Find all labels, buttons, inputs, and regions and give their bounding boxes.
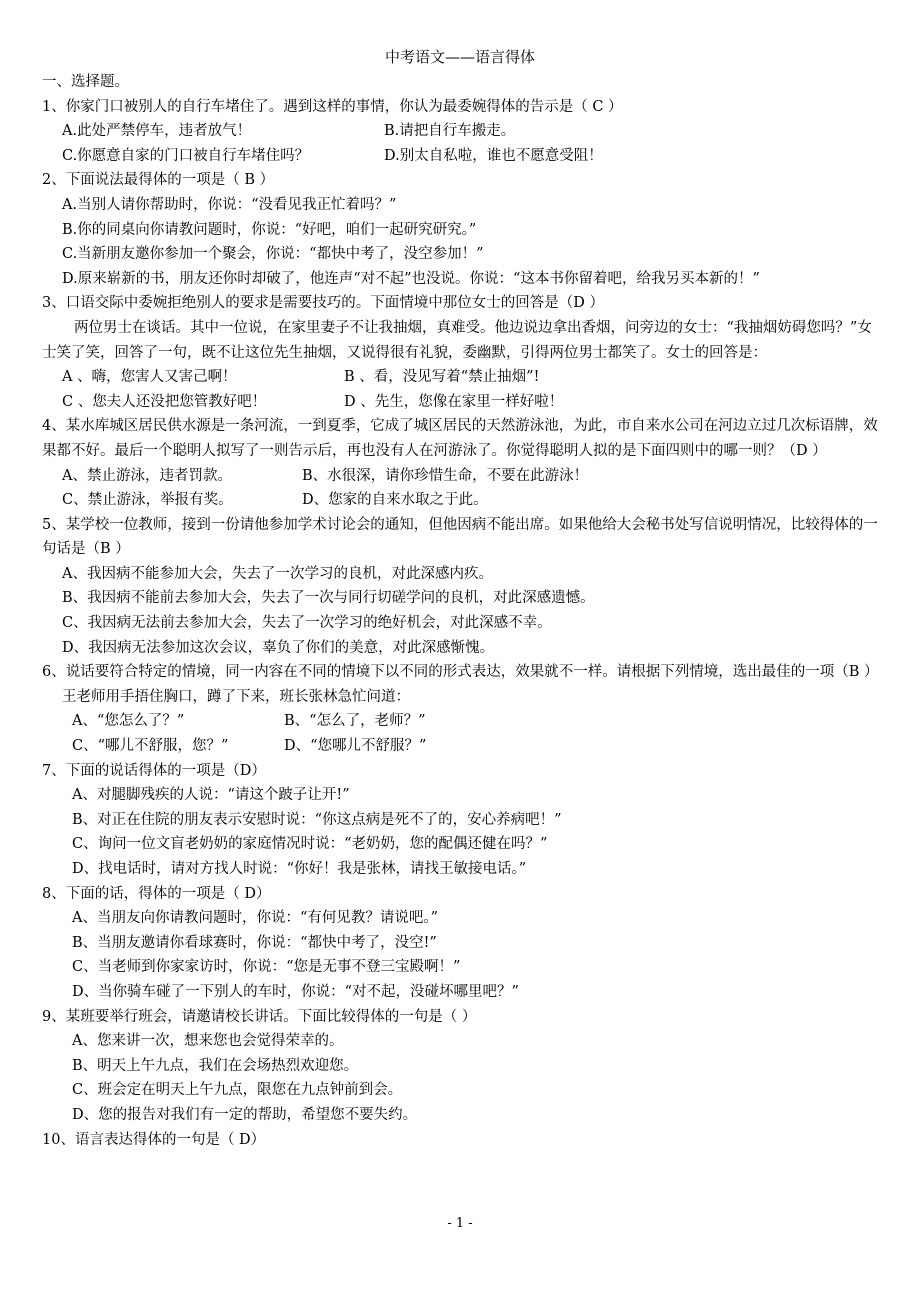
q3-option-a: A 、嗨，您害人又害己啊！ bbox=[62, 369, 237, 386]
q2-option-c: C.当新朋友邀你参加一个聚会，你说：“都快中考了，没空参加！” bbox=[62, 246, 484, 263]
q9-option-c: C、班会定在明天上午九点，限您在九点钟前到会。 bbox=[72, 1082, 403, 1099]
q6-option-a: A、“您怎么了？” bbox=[72, 713, 185, 730]
page-title: 中考语文——语言得体 bbox=[384, 48, 535, 66]
q1-option-b: B.请把自行车搬走。 bbox=[384, 123, 516, 140]
q1-options-cd bbox=[42, 144, 880, 169]
q8-stem: 8、下面的话，得体的一项是（ D） bbox=[42, 885, 271, 902]
q4-option-a: A、禁止游泳，违者罚款。 bbox=[62, 467, 232, 484]
q3-option-d: D 、先生，您像在家里一样好啦！ bbox=[344, 393, 564, 410]
q8-option-c: C、当老师到你家家访时，你说：“您是无事不登三宝殿啊！” bbox=[72, 959, 461, 976]
q7-option-c: C、询问一位文盲老奶奶的家庭情况时说：“老奶奶，您的配偶还健在吗？” bbox=[72, 836, 548, 853]
q3-options-ab bbox=[42, 365, 880, 390]
q5-option-c: C、我因病无法前去参加大会，失去了一次学习的绝好机会，对此深感不幸。 bbox=[62, 615, 552, 632]
q3-stem: 3、口语交际中委婉拒绝别人的要求是需要技巧的。下面情境中那位女士的回答是（D ） bbox=[42, 295, 604, 312]
q9-option-b: B、明天上午九点，我们在会场热烈欢迎您。 bbox=[72, 1057, 359, 1074]
q2-option-d: D.原来崭新的书，朋友还你时却破了，他连声“对不起”也没说。你说：“这本书你留着吧，给我另买本新的！” bbox=[62, 270, 760, 287]
q7-option-b: B、对正在住院的朋友表示安慰时说：“你这点病是死不了的，安心养病吧！” bbox=[72, 811, 562, 828]
section-heading: 一、选择题。 bbox=[42, 74, 129, 90]
q4-options-ab bbox=[42, 464, 880, 489]
q5-option-d: D、我因病无法参加这次会议，辜负了你们的美意，对此深感惭愧。 bbox=[62, 639, 495, 656]
q8-option-d: D、当你骑车碰了一下别人的车时，你说：“对不起，没碰坏哪里吧？” bbox=[72, 983, 519, 1000]
q4-options-cd bbox=[42, 488, 880, 513]
q1-stem: 1、你家门口被别人的自行车堵住了。遇到这样的事情，你认为最委婉得体的告示是（ C ） bbox=[42, 98, 623, 115]
q5-option-a: A、我因病不能参加大会，失去了一次学习的良机，对此深感内疚。 bbox=[62, 565, 493, 582]
q2-option-a: A.当别人请你帮助时，你说：“没看见我正忙着吗？” bbox=[62, 196, 397, 213]
q1-options-ab bbox=[42, 119, 880, 144]
q4-option-d: D、您家的自来水取之于此。 bbox=[302, 492, 488, 509]
q7-option-a: A、对腿脚残疾的人说：“请这个跛子让开!” bbox=[72, 787, 350, 804]
q8-option-a: A、当朋友向你请教问题时，你说：“有何见教？请说吧。” bbox=[72, 910, 439, 927]
q5-stem: 5、某学校一位教师，接到一份请他参加学术讨论会的通知，但他因病不能出席。如果他给大会秘书处写信说明情况，比较得体的一句话是（B ） bbox=[42, 516, 878, 558]
q3-options-cd bbox=[42, 390, 880, 415]
q4-option-c: C、禁止游泳，举报有奖。 bbox=[62, 492, 233, 509]
q9-stem: 9、某班要举行班会，请邀请校长讲话。下面比较得体的一句是（ ） bbox=[42, 1008, 477, 1025]
q3-option-b: B 、看，没见写着“禁止抽烟”! bbox=[344, 369, 540, 386]
q5-option-b: B、我因病不能前去参加大会，失去了一次与同行切磋学问的良机，对此深感遗憾。 bbox=[62, 590, 595, 607]
q1-option-c: C.你愿意自家的门口被自行车堵住吗？ bbox=[62, 147, 310, 164]
q6-option-d: D、“您哪儿不舒服？” bbox=[284, 738, 427, 755]
q6-option-c: C、“哪儿不舒服，您？” bbox=[72, 738, 229, 755]
q6-option-b: B、“怎么了，老师？” bbox=[284, 713, 426, 730]
q2-option-b: B.你的同桌向你请教问题时，你说：“好吧，咱们一起研究研究。” bbox=[62, 221, 477, 238]
q10-stem: 10、语言表达得体的一句是（ D） bbox=[42, 1131, 266, 1148]
q4-stem: 4、某水库城区居民供水源是一条河流，一到夏季，它成了城区居民的天然游泳池，为此，市自来水公司在河边立过几次标语牌，效果都不好。最后一个聪明人拟写了一则告示后，再也没有人在河游泳了。你觉得聪明人拟的是下面四则中的哪一则？（D ） bbox=[42, 418, 878, 459]
q7-option-d: D、找电话时，请对方找人时说：“你好！我是张林，请找王敏接电话。” bbox=[72, 861, 527, 877]
q9-option-d: D、您的报告对我们有一定的帮助，希望您不要失约。 bbox=[72, 1106, 418, 1123]
q3-passage: 两位男士在谈话。其中一位说，在家里妻子不让我抽烟，真难受。他边说边拿出香烟，问旁边的女士：“我抽烟妨碍您吗？”女士笑了笑，回答了一句，既不让这位先生抽烟，又说得很有礼貌，委幽默，引得两位男士都笑了。女士的回答是： bbox=[42, 319, 872, 361]
q6-scene: 王老师用手捂住胸口，蹲了下来，班长张林急忙问道： bbox=[62, 688, 410, 705]
q2-stem: 2、下面说法最得体的一项是（ B ） bbox=[42, 172, 275, 189]
q1-option-d: D.别太自私啦，谁也不愿意受阻！ bbox=[384, 147, 603, 164]
page-number: - 1 - bbox=[447, 1216, 473, 1231]
question-list bbox=[42, 70, 880, 1152]
q8-option-b: B、当朋友邀请你看球赛时，你说：“都快中考了，没空!” bbox=[72, 934, 437, 951]
q1-option-a: A.此处严禁停车，违者放气！ bbox=[62, 123, 252, 140]
q3-option-c: C 、您夫人还没把您管教好吧！ bbox=[62, 393, 267, 410]
q6-stem: 6、说话要符合特定的情境，同一内容在不同的情境下以不同的形式表达，效果就不一样。请根据下列情境，选出最佳的一项（B ） bbox=[42, 664, 879, 681]
q4-option-b: B、水很深，请你珍惜生命，不要在此游泳！ bbox=[302, 467, 589, 484]
q6-options-cd bbox=[42, 734, 880, 759]
q6-options-ab bbox=[42, 709, 880, 734]
q9-option-a: A、您来讲一次，想来您也会觉得荣幸的。 bbox=[72, 1033, 344, 1050]
q7-stem: 7、下面的说话得体的一项是（D） bbox=[42, 762, 266, 779]
